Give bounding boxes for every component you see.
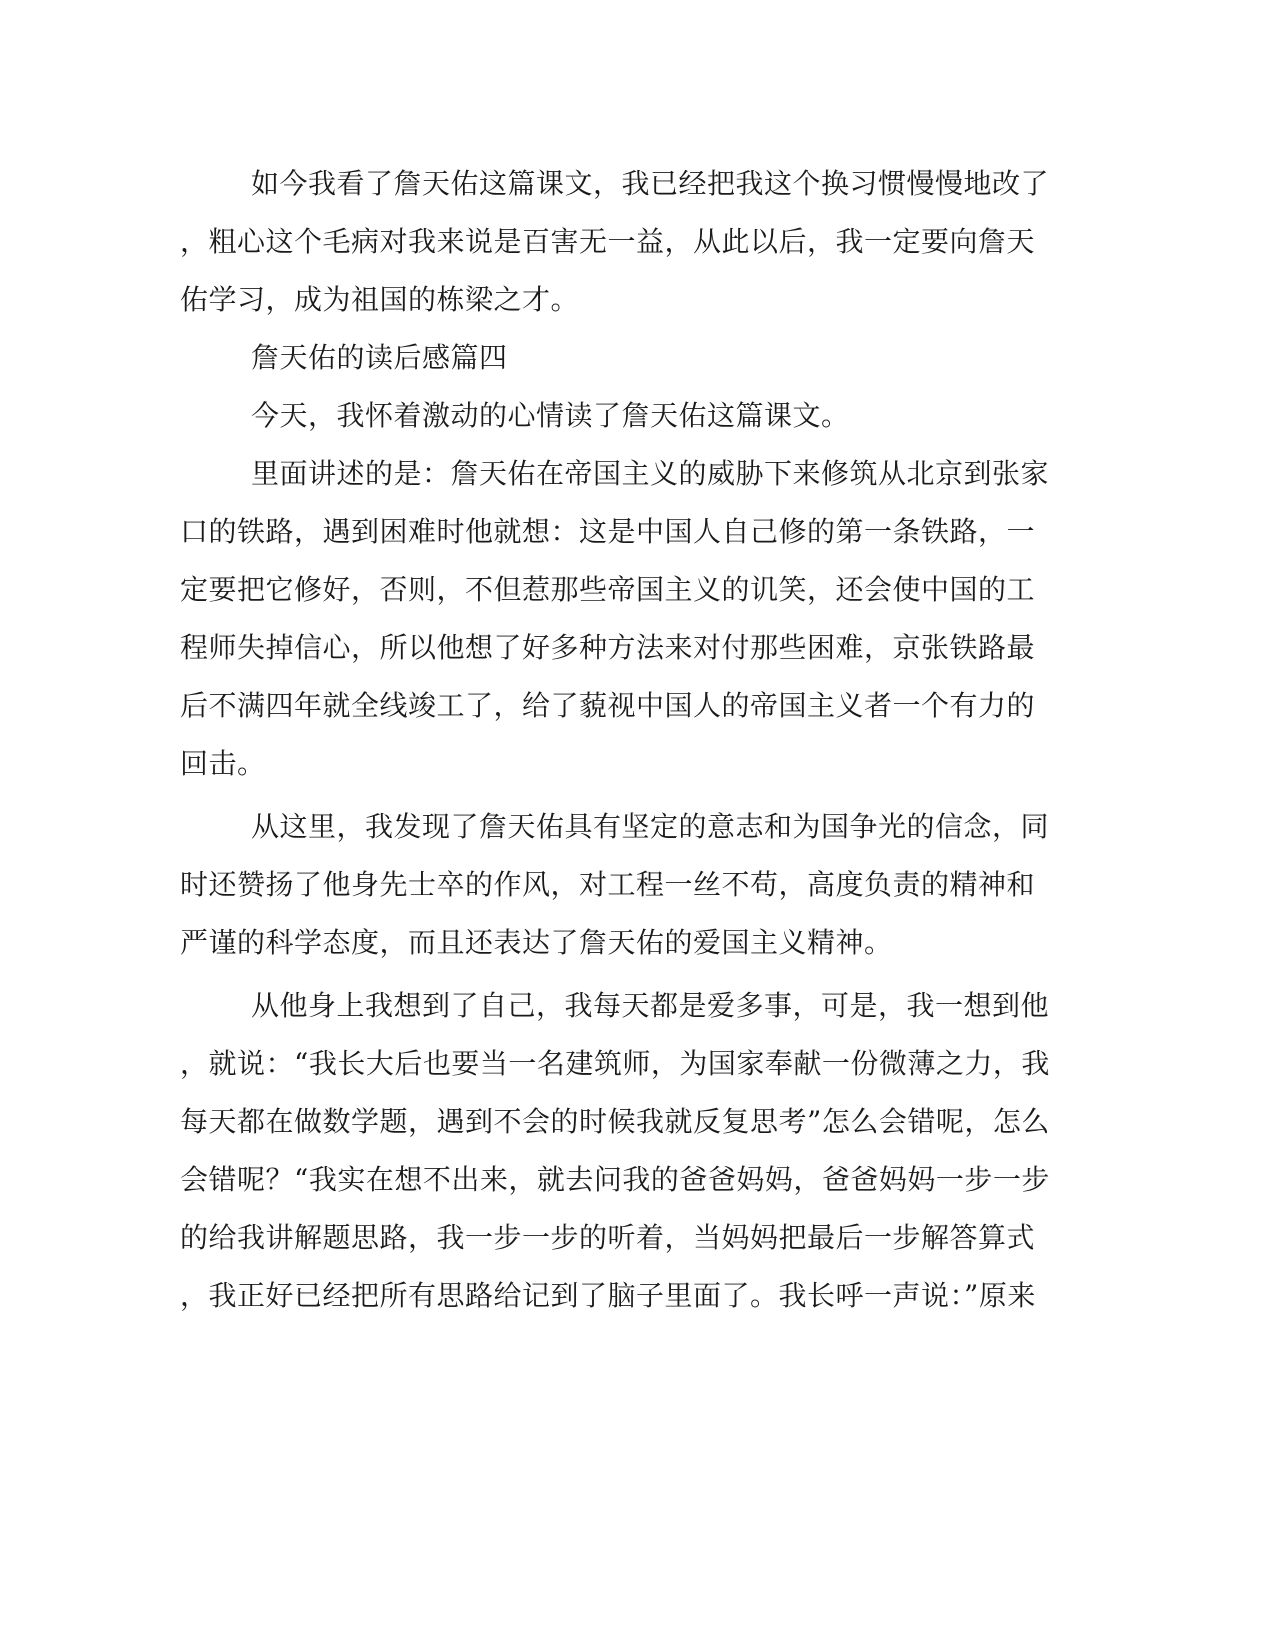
- paragraph-line: 后不满四年就全线竣工了，给了藐视中国人的帝国主义者一个有力的: [180, 689, 1036, 722]
- section-heading: 詹天佑的读后感篇四: [251, 341, 508, 374]
- paragraph-line: 今天，我怀着激动的心情读了詹天佑这篇课文。: [251, 399, 850, 432]
- paragraph-line: ，就说：“我长大后也要当一名建筑师，为国家奉献一份微薄之力，我: [180, 1047, 1050, 1080]
- paragraph-line: ，粗心这个毛病对我来说是百害无一益，从此以后，我一定要向詹天: [180, 225, 1036, 258]
- paragraph-line: 定要把它修好，否则，不但惹那些帝国主义的讥笑，还会使中国的工: [180, 573, 1036, 606]
- paragraph-line: 程师失掉信心，所以他想了好多种方法来对付那些困难，京张铁路最: [180, 631, 1036, 664]
- paragraph-line: 时还赞扬了他身先士卒的作风，对工程一丝不苟，高度负责的精神和: [180, 868, 1036, 901]
- paragraph-line: 从这里，我发现了詹天佑具有坚定的意志和为国争光的信念，同: [251, 810, 1050, 843]
- paragraph-line: 会错呢？“我实在想不出来，就去问我的爸爸妈妈，爸爸妈妈一步一步: [180, 1163, 1050, 1196]
- paragraph-line: 回击。: [180, 747, 266, 780]
- paragraph-line: ，我正好已经把所有思路给记到了脑子里面了。我长呼一声说：”原来: [180, 1279, 1036, 1312]
- paragraph-line: 严谨的科学态度，而且还表达了詹天佑的爱国主义精神。: [180, 926, 893, 959]
- paragraph-line: 如今我看了詹天佑这篇课文，我已经把我这个换习惯慢慢地改了: [251, 167, 1050, 200]
- paragraph-line: 口的铁路，遇到困难时他就想：这是中国人自己修的第一条铁路，一: [180, 515, 1036, 548]
- paragraph-line: 佑学习，成为祖国的栋梁之才。: [180, 283, 580, 316]
- paragraph-line: 从他身上我想到了自己，我每天都是爱多事，可是，我一想到他: [251, 989, 1050, 1022]
- paragraph-line: 的给我讲解题思路，我一步一步的听着，当妈妈把最后一步解答算式: [180, 1221, 1036, 1254]
- paragraph-line: 每天都在做数学题，遇到不会的时候我就反复思考”怎么会错呢，怎么: [180, 1105, 1050, 1138]
- paragraph-line: 里面讲述的是：詹天佑在帝国主义的威胁下来修筑从北京到张家: [251, 457, 1050, 490]
